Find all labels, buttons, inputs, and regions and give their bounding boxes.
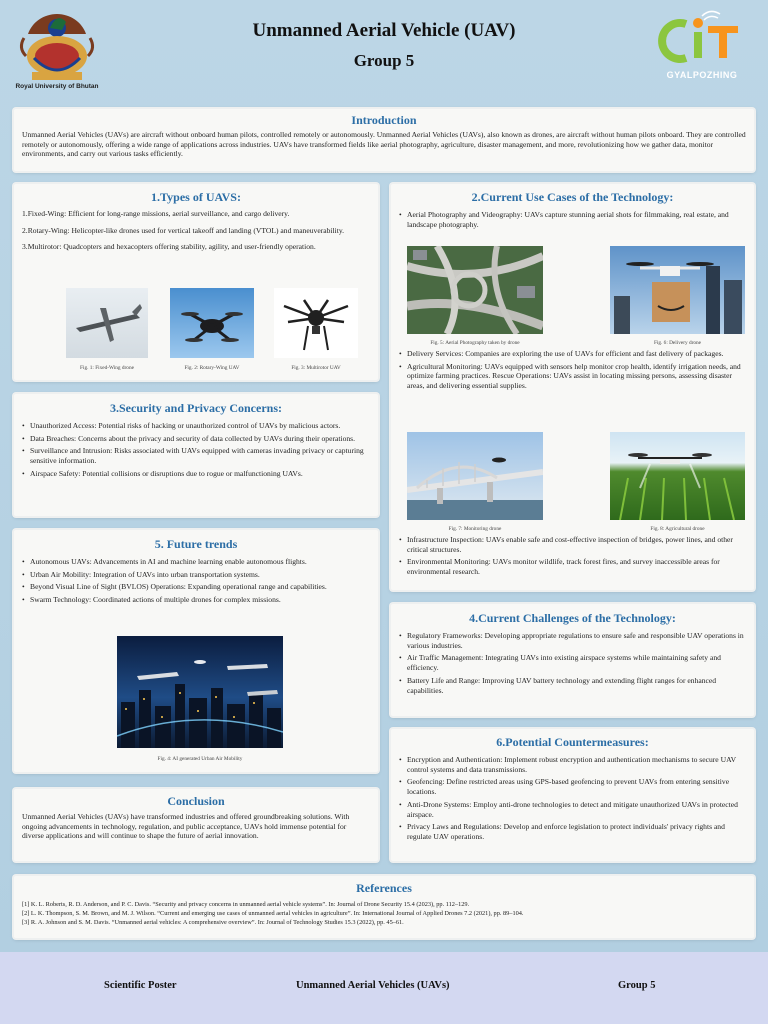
future-item: • Urban Air Mobility: Integration of UAVs into urban transportation systems. [22,570,370,580]
security-item: • Surveillance and Intrusion: Risks associated with UAVs equipped with cameras invading privacy or capturing sensitive information. [22,446,370,465]
poster-footer [0,952,768,1024]
future-trends-section [14,530,378,772]
types-section [14,184,378,380]
use-cases-list-3 [399,535,745,580]
delivery-drone-image [610,246,745,334]
types-item: 1.Fixed-Wing: Efficient for long-range missions, aerial surveillance, and cargo delivery. [22,209,290,218]
countermeasure-item: • Privacy Laws and Regulations: Develop and enforce legislation to protect individuals' privacy rights and regulate UAV operations. [399,822,746,841]
footer-center-label: Unmanned Aerial Vehicles (UAVs) [296,980,450,991]
challenge-item: • Air Traffic Management: Integrating UAVs into existing airspace systems while maintaining safety and efficiency. [399,653,746,672]
types-list [14,205,378,252]
security-list [14,416,378,479]
challenges-section [391,604,754,716]
urban-air-mobility-icon [117,636,283,748]
fig5-caption: Fig. 5: Aerial Photography taken by drone [430,340,520,346]
challenges-list [391,626,754,695]
fig6-caption: Fig. 6: Delivery drone [653,340,702,346]
rub-logo-caption: Royal University of Bhutan [15,83,99,90]
cit-logo-text: GYALPOZHING [666,70,738,80]
poster-subtitle: Group 5 [353,51,415,70]
introduction-text: Unmanned Aerial Vehicles (UAVs) are aircraft without onboard human pilots, controlled remotely or autonomously. Unmanned Aerial Vehicles (UAVs), also known as drones, are aircraft without human pilots onboard. They are controlled remotely or autonomously, offering a wide range of applications across industries. UAVs have transformed fields like aerial photography, agriculture, disaster management, and more, revolutionizing how we gather data, monitor environments, and carry out various tasks efficiently. [22,130,746,159]
multirotor-uav-image [274,288,358,358]
footer-left-label: Scientific Poster [104,980,177,991]
future-trends-heading: 5. Future trends [154,537,238,551]
introduction-heading: Introduction [351,113,417,127]
use-case-item: • Infrastructure Inspection: UAVs enable safe and cost-effective inspection of bridges, power lines, and other critical structures. [399,535,745,554]
reference-item: [3] R. A. Johnson and S. M. Davis. “Unmanned aerial vehicles: A comprehensive overview”. In: Journal of Technology Studies 15.3 (2022), pp. 45–61. [22,919,404,927]
fig2-caption: Fig. 2: Rotary-Wing UAV [184,365,240,371]
fig7-caption: Fig. 7: Monitoring drone [448,526,502,532]
future-item: • Swarm Technology: Coordinated actions of multiple drones for complex missions. [22,595,370,605]
use-cases-list-2 [399,349,745,394]
aerial-highway-icon [407,246,543,334]
bridge-inspection-icon [407,432,543,520]
footer-right-label: Group 5 [618,980,656,991]
challenges-heading: 4.Current Challenges of the Technology: [469,611,676,625]
agricultural-drone-image [610,432,745,520]
use-cases-heading: 2.Current Use Cases of the Technology: [471,190,674,204]
challenge-item: • Regulatory Frameworks: Developing appropriate regulations to ensure safe and responsible UAV operations in various industries. [399,631,746,650]
use-case-item: • Agricultural Monitoring: UAVs equipped with sensors help monitor crop health, identify irrigation needs, and optimize farming practices. Rescue Operations: UAVs assist in locating missing persons, assessing disaster areas, and delivering essential supplies. [399,362,745,391]
introduction-section [14,109,754,171]
delivery-drone-icon [610,246,745,334]
monitoring-drone-image [407,432,543,520]
future-item: • Autonomous UAVs: Advancements in AI and machine learning enable autonomous flights. [22,557,370,567]
security-heading: 3.Security and Privacy Concerns: [110,401,282,415]
fig1-caption: Fig. 1: Fixed-Wing drone [80,365,134,371]
fig4-caption: Fig. 4: AI generated Urban Air Mobility [157,756,243,762]
rotary-wing-uav-icon [170,288,254,358]
countermeasures-heading: 6.Potential Countermeasures: [496,735,649,749]
references-heading: References [356,881,412,895]
countermeasures-list [391,750,754,842]
use-case-item: • Delivery Services: Companies are exploring the use of UAVs for efficient and fast delivery of packages. [399,349,745,359]
use-case-item: • Environmental Monitoring: UAVs monitor wildlife, track forest fires, and survey inaccessible areas for environmental research. [399,557,745,576]
references-section [14,876,754,938]
references-list [14,896,754,927]
countermeasure-item: • Encryption and Authentication: Implement robust encryption and authentication mechanisms to secure UAV control systems and data transmissions. [399,755,746,774]
rotary-wing-uav-image [170,288,254,358]
fig8-caption: Fig. 8: Agricultural drone [650,526,705,532]
aerial-photography-image [407,246,543,334]
types-item: 2.Rotary-Wing: Helicopter-like drones used for vertical takeoff and landing (VTOL) and maneuverability. [22,225,345,235]
urban-air-mobility-image [117,636,283,748]
conclusion-heading: Conclusion [167,794,225,808]
use-cases-section [391,184,754,590]
multirotor-uav-icon [274,288,358,358]
conclusion-text: Unmanned Aerial Vehicles (UAVs) have transformed industries and offered groundbreaking solutions. With ongoing advancements in technology, regulation, and public acceptance, UAVs hold immense potential for diverse applications and will continue to shape the future of aerial innovation. [22,812,350,841]
conclusion-section [14,789,378,861]
security-item: • Airspace Safety: Potential collisions or disruptions due to rogue or malfunctioning UAVs. [22,469,370,479]
reference-item: [1] K. L. Roberts, R. D. Anderson, and P. C. Davis. “Security and privacy concerns in unmanned aerial vehicle systems”. In: Journal of Drone Security 15.4 (2023), pp. 112–129. [22,901,470,908]
security-item: • Unauthorized Access: Potential risks of hacking or unauthorized control of UAVs by malicious actors. [22,421,370,431]
countermeasures-section [391,729,754,861]
fig3-caption: Fig. 3: Multirotor UAV [291,365,341,371]
agricultural-drone-icon [610,432,745,520]
use-cases-list-1 [399,210,745,232]
future-trends-list [14,552,378,605]
poster-title: Unmanned Aerial Vehicle (UAV) [252,20,516,41]
future-item: • Beyond Visual Line of Sight (BVLOS) Operations: Expanding operational range and capabilities. [22,582,370,592]
types-item: 3.Multirotor: Quadcopters and hexacopters offering stability, agility, and user-friendly operation. [22,242,316,252]
security-item: • Data Breaches: Concerns about the privacy and security of data collected by UAVs during their operations. [22,434,370,444]
countermeasure-item: • Anti-Drone Systems: Employ anti-drone technologies to detect and mitigate unauthorized UAVs in protected airspace. [399,800,746,819]
cit-logo [656,8,748,86]
use-case-item: • Aerial Photography and Videography: UAVs capture stunning aerial shots for filmmaking, real estate, and landscape photography. [399,210,745,229]
reference-item: [2] L. K. Thompson, S. M. Brown, and M. J. Wilson. “Current and emerging use cases of unmanned aerial vehicles in agriculture”. In: International Journal of Applied Drones 7.2 (2021), pp. 89–104. [22,910,524,918]
fixed-wing-drone-image [66,288,148,358]
fixed-wing-drone-icon [66,288,148,358]
security-section [14,394,378,516]
countermeasure-item: • Geofencing: Define restricted areas using GPS-based geofencing to prevent UAVs from entering sensitive locations. [399,777,746,796]
cit-logo-icon [656,8,748,68]
types-heading: 1.Types of UAVS: [151,190,241,204]
challenge-item: • Battery Life and Range: Improving UAV battery technology and extending flight ranges for enhanced capabilities. [399,676,746,695]
